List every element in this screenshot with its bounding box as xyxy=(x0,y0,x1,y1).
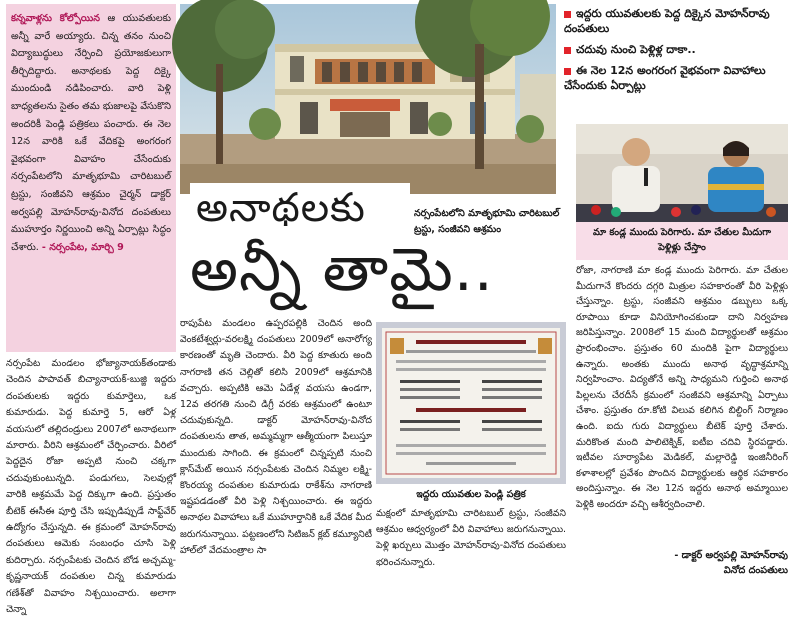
highlight-item: ఈ నెల 12న అంగరంగ వైభవంగా వివాహాలు చేసేందుకు ఏర్పాట్లు xyxy=(564,64,766,92)
bullet-square-icon xyxy=(564,47,571,54)
headline-line-2: అన్నీ తామై.. xyxy=(190,235,494,305)
ashram-building-photo xyxy=(180,4,556,194)
wedding-card-photo xyxy=(376,322,566,484)
signoff xyxy=(576,548,788,588)
intro-paragraph xyxy=(11,10,171,256)
intro-text: ఆ యువతులకు అన్నీ వారే అయ్యారు. చిన్న తనం నుంచి విద్యాబుద్ధులు నేర్పించి ప్రయోజకులుగా తీర్చిదిద్దారు. అనాథలకు పెద్ద దిక్కై ముందుండి నడిపించారు. వారి పెళ్లి బాధ్యతలను సైతం తమ భుజాలపై వేసుకొని అందరికీ పెండ్లి పత్రికలు పంచారు. ఈ నెల 12న వారికి ఒకే వేదికపై అంగరంగ వైభవంగా వివాహం చేసేందుకు నర్సంపేటలోని మాతృభూమి చారిటబుల్ ట్రస్టు, సంజీవని ఆశ్రమం చైర్మన్ డాక్టర్ అర్వపల్లి మోహన్‌రావు-వినోద దంపతులు ముహూర్తం నిర్ణయించి అన్ని ఏర్పాట్లు సిద్ధం చేశారు. xyxy=(11,13,171,253)
wedding-card-image xyxy=(376,322,566,484)
right-column-text: రోజా, నాగరాణి మా కండ్ల ముందు పెరిగారు. మా చేతుల మీదుగానే కొందరు దగ్గరి మిత్రుల సహకారంతో వీరి పెళ్లిళ్లు చేస్తున్నాం. ట్రస్టు, సంజీవని ఆశ్రమం డబ్బులు ఒక్క రూపాయి కూడా వినియోగించకుండా దాని నిర్వహణ జరిపిస్తున్నాం. 2008లో 15 మంది విద్యార్థులతో ఆశ్రమం ప్రారంభించాం. ప్రస్తుతం 60 మందికి పైగా విద్యార్థులు ఉన్నారు. అంతకు ముందు అనాథ వృద్ధాశ్రమాన్ని నిర్వహించాం. విద్యతోనే అన్ని సాధ్యమని గుర్తించి అనాథ పిల్లలను చేరదీసే క్రమంలో సంజీవని ఆశ్రమాన్ని ఏర్పాటు చేశాం. ప్రస్తుతం రూ.కోటి విలువ కలిగిన బిల్డింగ్ నిర్మాణం ఉంది. ఐదు గురు విద్యార్థులు బీటెక్ పూర్తి చేశారు. మరికొంత మంది పాలిటెక్నిక్, ఐటీఐ చదివి స్థిరపడ్డారు. ఇటీవల సూర్యాపేట మెడికల్, మల్లారెడ్డి ఇంజినీరింగ్ కళాశాలల్లో ప్రవేశం పొందిన విద్యార్థులకు ఆర్థిక సహకారం అందిస్తున్నాం. ఈ నెల 12న ఇద్దరు అనాథ అమ్మాయిల పెళ్లికి అందరూ వచ్చి ఆశీర్వదించాలి. xyxy=(576,265,788,510)
bullet-square-icon xyxy=(564,11,571,18)
middle-column-bottom-text: మక్షంలో మాతృభూమి చారిటబుల్ ట్రస్టు, సంజీవని ఆశ్రమం ఆధ్వర్యంలో వీరి వివాహాలు జరుగనున్నాయి. పెళ్లి ఖర్చులు మొత్తం మోహన్‌రావు-వినోద దంపతులు భరించనున్నారు. xyxy=(376,508,566,568)
intro-dateline: - నర్సంపేట, మార్చి 9 xyxy=(41,241,124,253)
signoff-name: - డాక్టర్ అర్వపల్లి మోహన్‌రావు xyxy=(674,550,788,561)
photo-caption-box xyxy=(576,222,788,260)
left-column-text: నర్సంపేట మండలం భోజ్యానాయక్‌తండాకు చెందిన పాపావత్ బిచ్యానాయక్-బుజ్జి ఇద్దరు దంపతులకు ఇద్దరు కుమార్తెలు, ఒక కుమారుడు. పెద్ద కుమార్తె 5, ఆరో ఏళ్ల వయసులో తల్లిదండ్రులు 2007లో అనాథలుగా మారారు. వీరిని ఆశ్రమంలో చేర్పించారు. వీరిలో పెద్దదైన రోజా అప్పటి నుంచి చక్కగా చదువుకుంటున్నది. పండుగలు, సెలవుల్లో వారికి ఆశ్రమమే పెద్ద దిక్కుగా ఉంది. ప్రస్తుతం బీటెక్ ఈసీఈ పూర్తి చేసి ఇప్పుడిప్పుడే సాఫ్ట్‌వేర్ ఉద్యోగం చేస్తున్నది. ఈ క్రమంలో మోహన్‌రావు దంపతులు ఆమెకు సంబంధం చూసి పెళ్లి కుదిర్చారు. నర్సంపేటకు చెందిన బోడ అచ్చమ్మ-కృష్ణనాయక్ దంపతుల చిన్న కుమారుడు గణేశ్‌తో వివాహం నిశ్చయించారు. అలాగా చెన్నా xyxy=(6,358,176,616)
highlight-item: ఇద్దరు యువతులకు పెద్ద దిక్కైన మోహన్‌రావు దంపతులు xyxy=(564,7,770,35)
intro-box xyxy=(6,4,176,352)
couple-image xyxy=(576,124,788,222)
photo-caption: మా కండ్ల ముందు పెరిగారు. మా చేతుల మీదుగా పెళ్లిళ్లు చేస్తాం xyxy=(592,227,772,253)
headline-subtitle-text: నర్సంపేటలోని మాతృభూమి చారిటబుల్ ట్రస్టు, సంజీవని ఆశ్రమం xyxy=(414,208,560,235)
signoff-couple: వినోద దంపతులు xyxy=(723,565,788,576)
intro-lead: కన్నవాళ్లను కోల్పోయిన xyxy=(11,13,100,24)
wedding-card-caption: ఇద్దరు యువతుల పెండ్లి పత్రిక xyxy=(416,489,526,500)
middle-column-text: రాపుపేట మండలం ఉప్పరపల్లికి చెందిన అంది వెంకటేశ్వర్లు-వరలక్ష్మి దంపతులు 2009లో అనారోగ్య కారణంతో మృతి చెందారు. వీరి పెద్ద కూతురు అంది నాగరాణి తన చెల్లితో కలిసి 2009లో ఆశ్రమానికి వచ్చారు. అప్పటికి ఆమె ఏడేళ్ల వయసు ఉండగా, 12వ తరగతి నుంచి డిగ్రీ వరకు ఆశ్రమంలో ఉంటూ చదువుకున్నది. డాక్టర్ మోహన్‌రావు-వినోద దంపతులను తాత, అమ్మమ్మగా ఆత్మీయంగా పిలుస్తూ ముందుకు సాగింది. ఈ క్రమంలో చిన్నప్పటి నుంచి క్లాస్‌మేట్ అయిన నర్సంపేటకు చెందిన నిమ్మల లక్ష్మి-కొంరయ్య దంపతుల కుమారుడు రాకేశ్‌ను నాగరాణి ఇష్టపడడంతో వీరి పెళ్లి నిశ్చయించారు. ఈ ఇద్దరు అనాథల వివాహాలు ఒకే ముహూర్తానికి ఒకే వేదిక మీద జరుగనున్నాయి. పట్టణంలోని సిటిజన్ క్లబ్ కమ్యూనిటీ హాల్‌లో వేదమంత్రాల సా xyxy=(180,318,372,556)
couple-photo xyxy=(576,124,788,222)
bullet-square-icon xyxy=(564,68,571,75)
highlights-box xyxy=(564,4,796,116)
highlight-item: చదువు నుంచి పెళ్లిళ్ల దాకా.. xyxy=(564,42,796,57)
wedding-card-caption-box xyxy=(376,486,566,504)
building-image xyxy=(180,4,556,194)
headline-line-1: అనాథలకు xyxy=(190,183,410,233)
